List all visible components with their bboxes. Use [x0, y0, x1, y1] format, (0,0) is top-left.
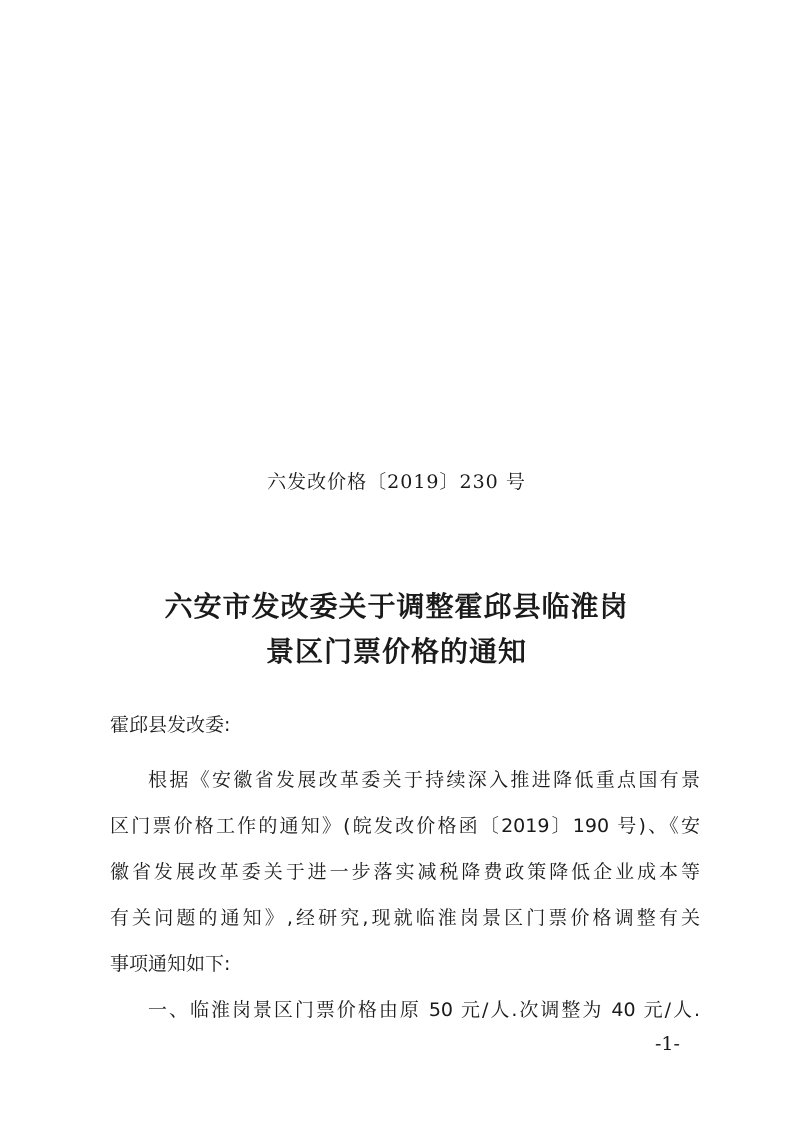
body-line-2: 区门票价格工作的通知》(皖发改价格函〔2019〕190 号)、《安 [110, 815, 700, 837]
document-number: 六发改价格〔2019〕230 号 [267, 471, 526, 493]
document-title-line-2: 景区门票价格的通知 [265, 635, 527, 668]
body-line-3: 徽省发展改革委关于进一步落实减税降费政策降低企业成本等 [110, 861, 700, 883]
body-line-4: 有关问题的通知》,经研究,现就临淮岗景区门票价格调整有关 [110, 907, 700, 929]
salutation: 霍邱县发改委: [110, 714, 231, 736]
page-number: -1- [655, 1033, 680, 1055]
body-line-6: 一、临淮岗景区门票价格由原 50 元/人.次调整为 40 元/人. [148, 999, 700, 1021]
body-line-5: 事项通知如下: [110, 953, 231, 975]
body-line-1: 根据《安徽省发展改革委关于持续深入推进降低重点国有景 [148, 769, 700, 791]
document-title-line-1: 六安市发改委关于调整霍邱县临淮岗 [164, 590, 629, 623]
